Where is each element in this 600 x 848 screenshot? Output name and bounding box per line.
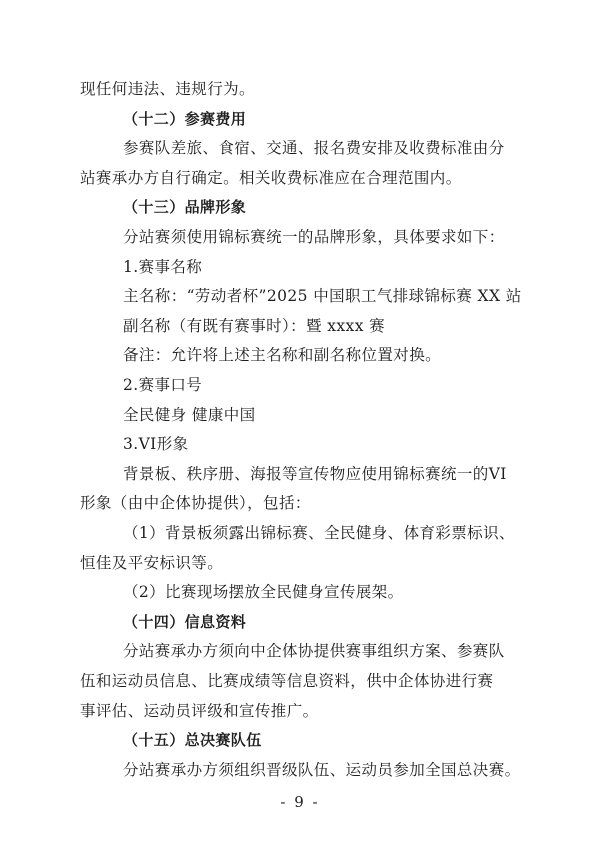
body-line: 2.赛事口号 bbox=[123, 376, 203, 394]
body-line: 恒佳及平安标识等。 bbox=[80, 554, 224, 572]
body-line: 主名称：“劳动者杯”2025 中国职工气排球锦标赛 XX 站 bbox=[123, 287, 522, 305]
body-line: 背景板、秩序册、海报等宣传物应使用锦标赛统一的VI bbox=[123, 465, 507, 483]
body-line: 现任何违法、违规行为。 bbox=[80, 80, 255, 98]
page-number: - 9 - bbox=[280, 793, 320, 811]
body-line: 分站赛承办方须组织晋级队伍、运动员参加全国总决赛。 bbox=[123, 761, 521, 779]
body-line: 分站赛须使用锦标赛统一的品牌形象，具体要求如下： bbox=[123, 228, 505, 246]
body-line: 形象（由中企体协提供），包括： bbox=[80, 494, 311, 512]
section-heading-14: （十四）信息资料 bbox=[123, 613, 247, 631]
body-line: 1.赛事名称 bbox=[123, 258, 203, 276]
body-line: 备注：允许将上述主名称和副名称位置对换。 bbox=[123, 346, 442, 364]
body-line: 分站赛承办方须向中企体协提供赛事组织方案、参赛队 bbox=[123, 642, 505, 660]
body-line: 参赛队差旅、食宿、交通、报名费安排及收费标准由分 bbox=[123, 139, 505, 157]
body-line: 全民健身 健康中国 bbox=[123, 406, 256, 424]
body-line: 伍和运动员信息、比赛成绩等信息资料，供中企体协进行赛 bbox=[80, 672, 494, 690]
body-line: 副名称（有既有赛事时）：暨 xxxx 赛 bbox=[123, 317, 386, 335]
body-line: 3.VI形象 bbox=[123, 435, 189, 453]
body-line: （1）背景板须露出锦标赛、全民健身、体育彩票标识、 bbox=[123, 524, 515, 542]
section-heading-13: （十三）品牌形象 bbox=[123, 198, 247, 216]
section-heading-12: （十二）参赛费用 bbox=[123, 110, 247, 128]
body-line: 事评估、运动员评级和宣传推广。 bbox=[80, 702, 319, 720]
section-heading-15: （十五）总决赛队伍 bbox=[123, 731, 262, 749]
body-line: （2）比赛现场摆放全民健身宣传展架。 bbox=[123, 583, 404, 601]
body-line: 站赛承办方自行确定。相关收费标准应在合理范围内。 bbox=[80, 169, 462, 187]
